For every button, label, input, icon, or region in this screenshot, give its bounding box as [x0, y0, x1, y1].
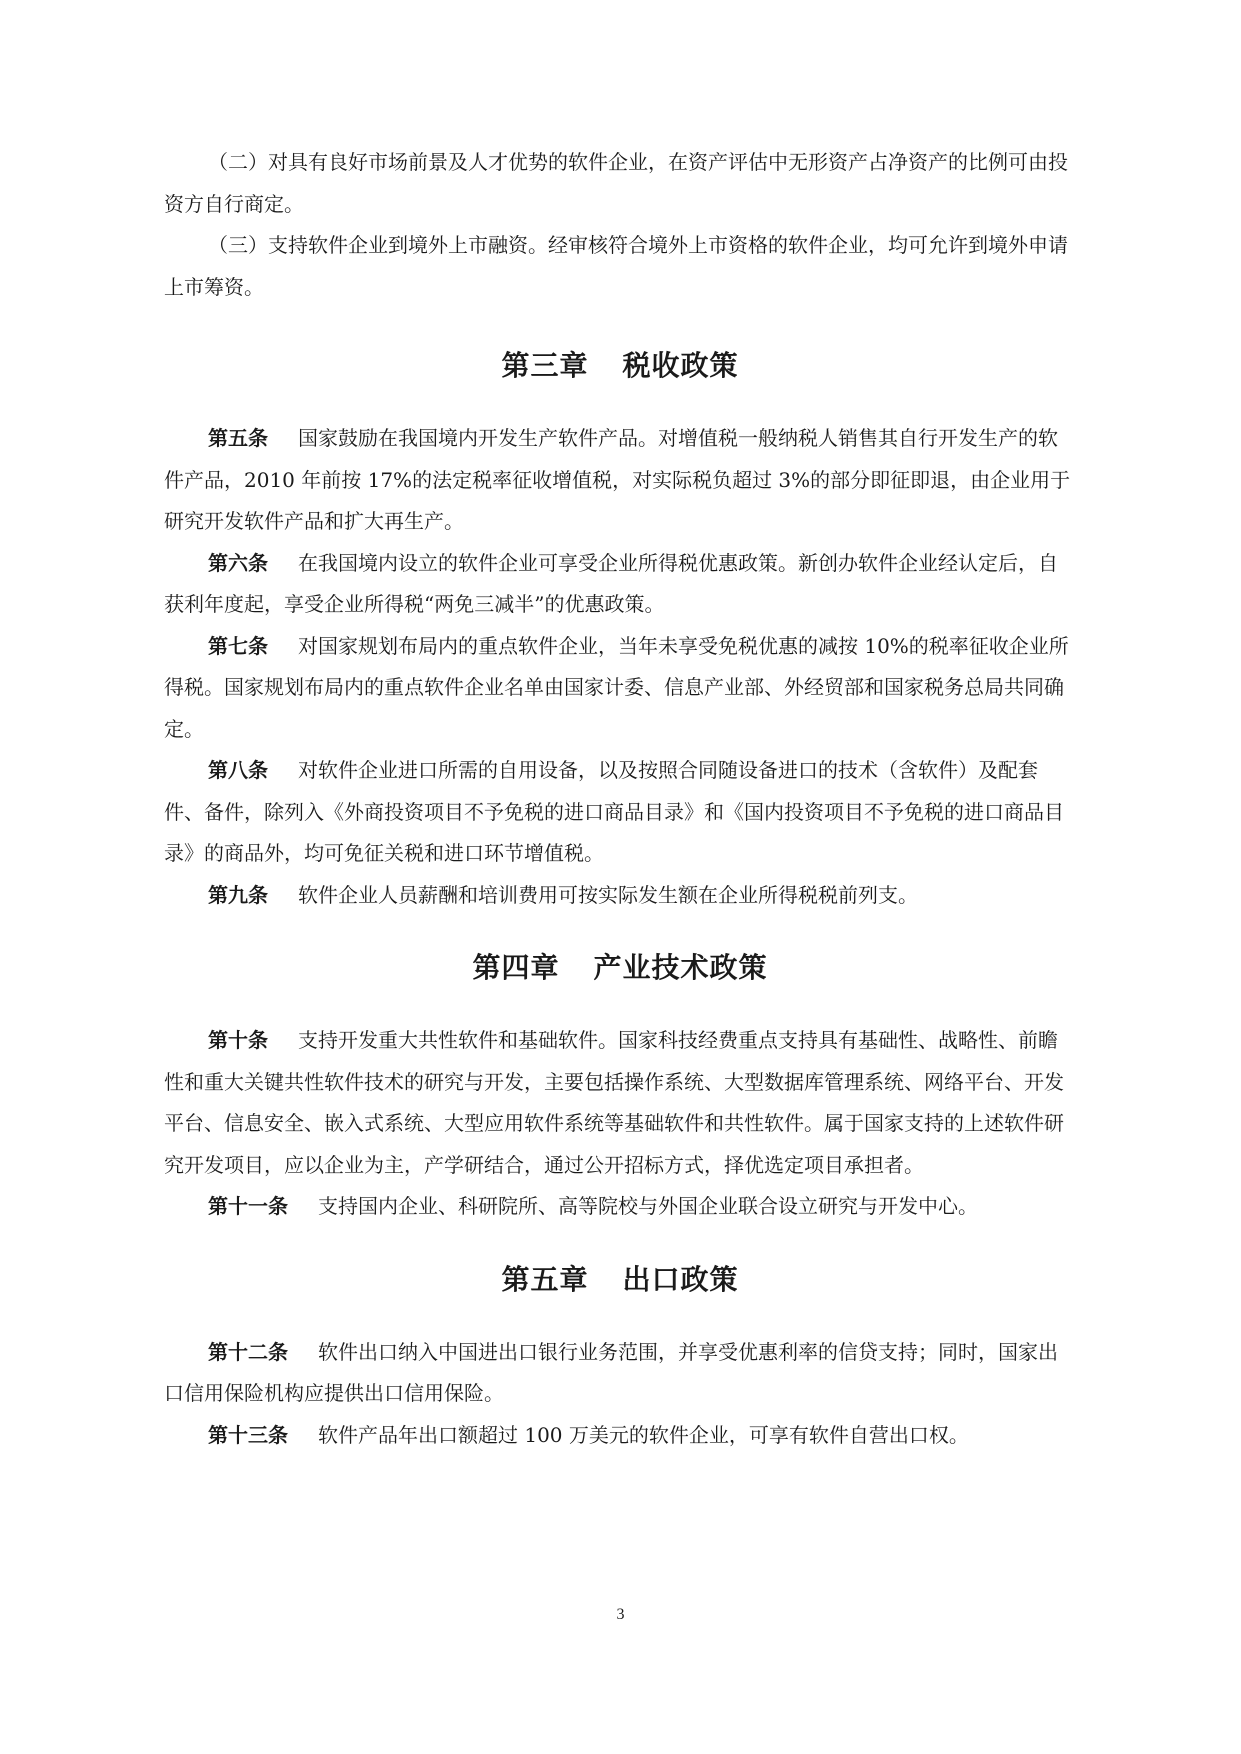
article-11-label: 第十一条: [208, 1194, 288, 1218]
article-12-text: 软件出口纳入中国进出口银行业务范围，并享受优惠利率的信贷支持；同时，国家出口信用保险机构应提供出口信用保险。: [164, 1339, 1058, 1405]
paragraph-section-2: （二）对具有良好市场前景及人才优势的软件企业，在资产评估中无形资产占净资产的比例可由投资方自行商定。: [164, 150, 1068, 216]
article-13-label: 第十三条: [208, 1422, 288, 1447]
article-13-text: 软件产品年出口额超过 100 万美元的软件企业，可享有软件自营出口权。: [318, 1422, 969, 1447]
article-7-label: 第七条: [208, 633, 268, 658]
article-9-label: 第九条: [208, 882, 268, 907]
article-5: [164, 418, 1076, 543]
chapter-4-heading: [164, 946, 1076, 986]
paragraph-section-3: （三）支持软件企业到境外上市融资。经审核符合境外上市资格的软件企业，均可允许到境外申请上市筹资。: [164, 233, 1068, 299]
chapter-4-title: 产业技术政策: [593, 951, 768, 984]
article-8-label: 第八条: [208, 758, 268, 782]
article-12: [164, 1332, 1076, 1415]
chapter-5-number: 第五章: [501, 1262, 589, 1296]
article-12-label: 第十二条: [208, 1339, 288, 1364]
article-6: [164, 543, 1076, 626]
article-5-label: 第五条: [208, 426, 268, 450]
article-7-text: 对国家规划布局内的重点软件企业，当年未享受免税优惠的减按 10%的税率征收企业所得税。国家规划布局内的重点软件企业名单由国家计委、信息产业部、外经贸部和国家税务总局共同确定。: [164, 633, 1069, 741]
chapter-5-heading: [164, 1258, 1076, 1298]
article-11: [164, 1186, 1076, 1228]
article-8-text: 对软件企业进口所需的自用设备，以及按照合同随设备进口的技术（含软件）及配套件、备件，除列入《外商投资项目不予免税的进口商品目录》和《国内投资项目不予免税的进口商品目录》的商品外，均可免征关税和进口环节增值税。: [164, 758, 1064, 865]
document-body: [164, 142, 1076, 1456]
article-9-text: 软件企业人员薪酬和培训费用可按实际发生额在企业所得税税前列支。: [298, 882, 918, 907]
chapter-5-title: 出口政策: [622, 1262, 739, 1296]
article-10-label: 第十条: [208, 1028, 268, 1052]
article-7: [164, 626, 1076, 751]
page-number: 3: [616, 1606, 625, 1623]
article-5-text: 国家鼓励在我国境内开发生产软件产品。对增值税一般纳税人销售其自行开发生产的软件产品，2010 年前按 17%的法定税率征收增值税，对实际税负超过 3%的部分即征即退，由企业用于研究开发软件产品和扩大再生产。: [164, 426, 1071, 533]
article-13: [164, 1415, 1076, 1457]
article-10: [164, 1020, 1076, 1186]
article-11-text: 支持国内企业、科研院所、高等院校与外国企业联合设立研究与开发中心。: [318, 1194, 978, 1218]
article-8: [164, 750, 1076, 875]
article-6-label: 第六条: [208, 550, 268, 575]
chapter-3-number: 第三章: [501, 349, 589, 382]
chapter-3-title: 税收政策: [622, 349, 739, 382]
chapter-3-heading: [164, 344, 1076, 384]
article-9: [164, 875, 1076, 917]
chapter-4-number: 第四章: [472, 951, 560, 984]
article-10-text: 支持开发重大共性软件和基础软件。国家科技经费重点支持具有基础性、战略性、前瞻性和重大关键共性软件技术的研究与开发，主要包括操作系统、大型数据库管理系统、网络平台、开发平台、信息安全、嵌入式系统、大型应用软件系统等基础软件和共性软件。属于国家支持的上述软件研究开发项目，应以企业为主，产学研结合，通过公开招标方式，择优选定项目承担者。: [164, 1028, 1064, 1177]
article-6-text: 在我国境内设立的软件企业可享受企业所得税优惠政策。新创办软件企业经认定后，自获利年度起，享受企业所得税“两免三减半”的优惠政策。: [164, 550, 1058, 616]
